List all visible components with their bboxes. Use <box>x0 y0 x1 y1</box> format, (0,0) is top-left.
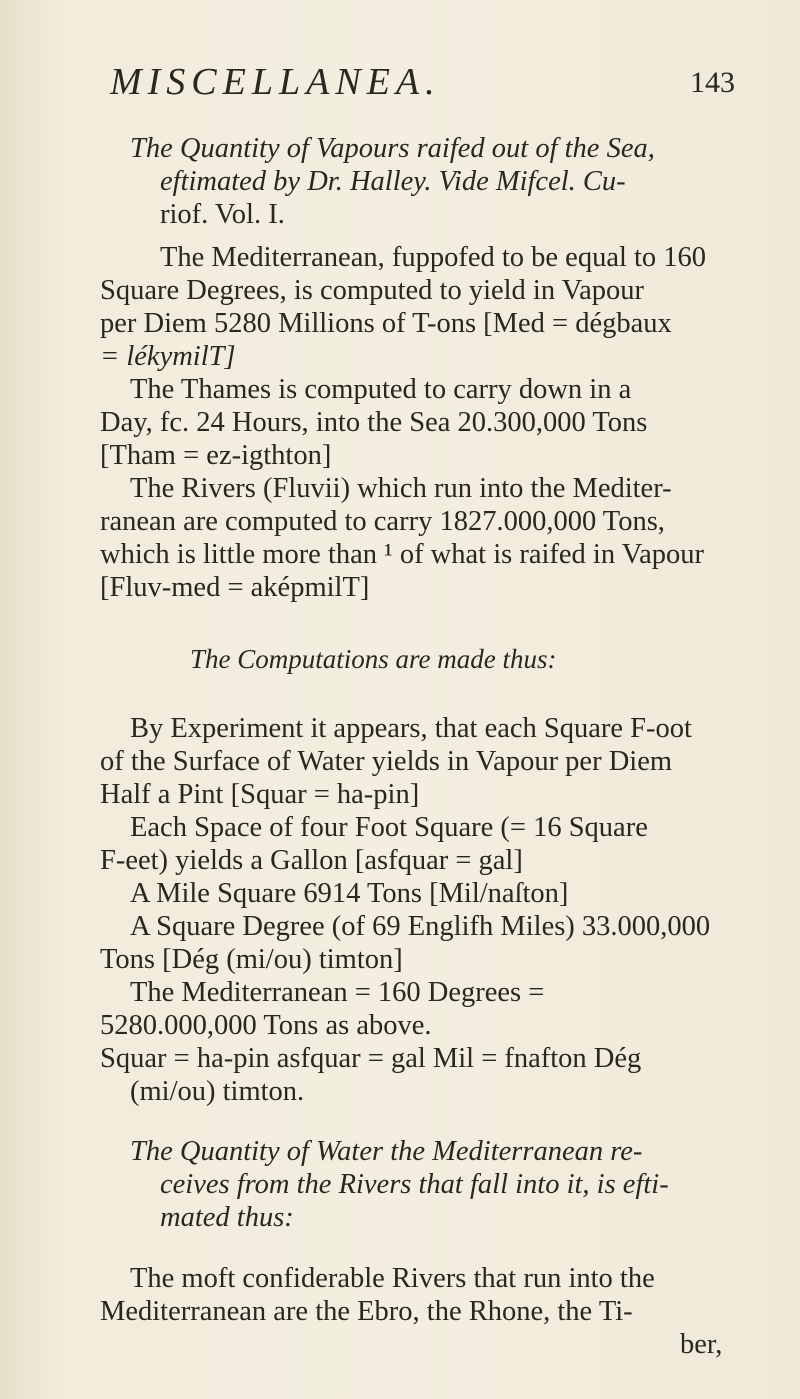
paragraph-line: of the Surface of Water yields in Vapour per Diem <box>100 746 673 777</box>
section-title-line-3: riof. Vol. I. <box>160 199 285 230</box>
paragraph-line: Each Space of four Foot Square (= 16 Square <box>130 812 648 843</box>
paragraph-line: Squar = ha-pin asfquar = gal Mil = fnafton Dég <box>100 1043 642 1074</box>
paragraph-line: per Diem 5280 Millions of T-ons [Med = dégbaux <box>100 308 672 339</box>
paragraph-line: A Square Degree (of 69 Englifh Miles) 33.000,000 <box>130 911 711 942</box>
section-title-line-1: The Quantity of Vapours raifed out of the Sea, <box>130 133 655 164</box>
paragraph-line: The Mediterranean = 160 Degrees = <box>130 977 545 1008</box>
section-title-line-2: ceives from the Rivers that fall into it, is efti- <box>160 1169 669 1200</box>
page-header <box>110 60 760 108</box>
paragraph-line: [Fluv-med = aképmilT] <box>100 572 370 603</box>
paragraph-line: 5280.000,000 Tons as above. <box>100 1010 432 1041</box>
paragraph-line: ranean are computed to carry 1827.000,000 Tons, <box>100 506 665 537</box>
catchword: ber, <box>680 1329 723 1360</box>
paragraph-line: By Experiment it appears, that each Square F-oot <box>130 713 692 744</box>
section-title-line-1: The Quantity of Water the Mediterranean re- <box>130 1136 643 1167</box>
paragraph-line: The Mediterranean, fuppofed to be equal to 160 <box>160 242 707 273</box>
page-number: 143 <box>690 66 735 99</box>
paragraph-line: (mi/ou) timton. <box>130 1076 305 1107</box>
paragraph-line: F-eet) yields a Gallon [asfquar = gal] <box>100 845 523 876</box>
paragraph-line: The moft confiderable Rivers that run into the <box>130 1263 655 1294</box>
section-title-line-3: mated thus: <box>160 1202 294 1233</box>
section-title-line-2: eftimated by Dr. Halley. Vide Mifcel. Cu- <box>160 166 626 197</box>
paragraph-line: The Rivers (Fluvii) which run into the Mediter- <box>130 473 672 504</box>
subheading: The Computations are made thus: <box>190 644 557 674</box>
paragraph-line: The Thames is computed to carry down in a <box>130 374 632 405</box>
paragraph-line: Mediterranean are the Ebro, the Rhone, the Ti- <box>100 1296 633 1327</box>
running-head: MISCELLANEA. <box>110 61 441 103</box>
paragraph-line: [Tham = ez-igthton] <box>100 440 332 471</box>
paragraph-line: = lékymilT] <box>100 341 236 372</box>
paragraph-line: which is little more than ¹ of what is raifed in Vapour <box>100 539 705 570</box>
paragraph-line: Day, fc. 24 Hours, into the Sea 20.300,000 Tons <box>100 407 648 438</box>
paragraph-line: Half a Pint [Squar = ha-pin] <box>100 779 420 810</box>
paragraph-line: Square Degrees, is computed to yield in Vapour <box>100 275 645 306</box>
paragraph-line: A Mile Square 6914 Tons [Mil/naſton] <box>130 878 569 909</box>
paragraph-line: Tons [Dég (mi/ou) timton] <box>100 944 403 975</box>
